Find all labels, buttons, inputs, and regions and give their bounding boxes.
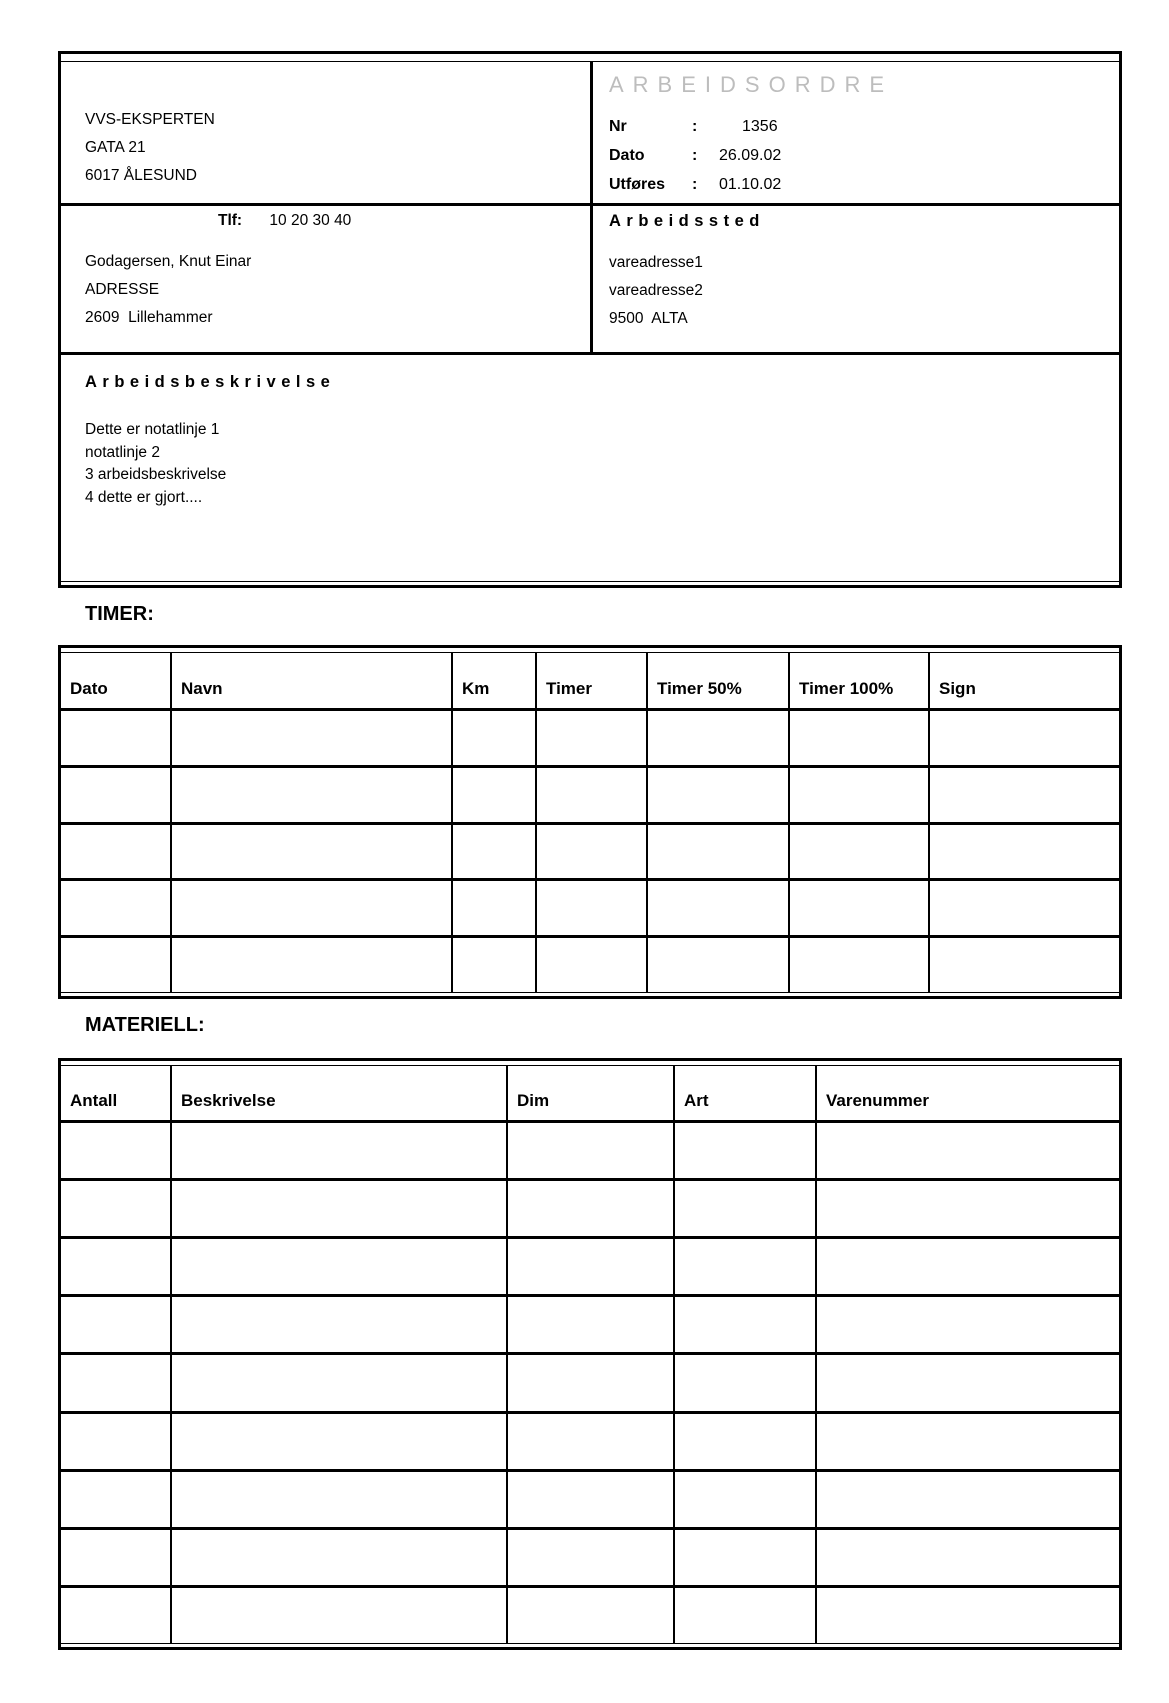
- table-cell: [61, 938, 172, 992]
- table-cell: [172, 1239, 508, 1294]
- timer-table-header: [61, 653, 1119, 708]
- table-cell: [930, 768, 1119, 822]
- nr-colon: :: [692, 118, 698, 135]
- table-cell: [61, 881, 172, 935]
- table-cell: [675, 1297, 817, 1352]
- table-cell: [172, 1355, 508, 1410]
- customer-address: ADRESSE: [85, 281, 160, 298]
- phone-label: Tlf:: [218, 212, 243, 229]
- table-cell: [508, 1472, 675, 1527]
- table-cell: [790, 711, 930, 765]
- table-cell: [172, 1530, 508, 1585]
- worksite-line3: 9500 ALTA: [609, 310, 688, 327]
- table-cell: [508, 1530, 675, 1585]
- table-cell: [817, 1355, 1119, 1410]
- worksite-address-lines: [609, 249, 1119, 333]
- materiell-col-header-beskrivelse: Beskrivelse: [172, 1066, 508, 1120]
- table-cell: [675, 1588, 817, 1643]
- utfores-value: 01.10.02: [719, 176, 782, 193]
- table-row: [61, 1469, 1119, 1527]
- table-cell: [508, 1239, 675, 1294]
- materiell-table: [58, 1058, 1122, 1650]
- order-utfores-row: [609, 170, 1119, 199]
- table-cell: [790, 938, 930, 992]
- dato-label: Dato: [609, 147, 645, 164]
- table-row: [61, 935, 1119, 992]
- work-description-block: [61, 355, 1119, 581]
- timer-table: [58, 645, 1122, 999]
- order-info-block: [593, 62, 1119, 203]
- table-cell: [61, 1297, 172, 1352]
- table-cell: [648, 938, 790, 992]
- timer-table-body: [61, 708, 1119, 992]
- order-dato-row: [609, 141, 1119, 170]
- nr-value: 1356: [742, 118, 778, 135]
- table-cell: [172, 938, 453, 992]
- table-cell: [172, 1588, 508, 1643]
- table-cell: [790, 881, 930, 935]
- table-cell: [172, 1472, 508, 1527]
- table-cell: [172, 1414, 508, 1469]
- table-cell: [61, 1355, 172, 1410]
- phone-line: [61, 208, 590, 234]
- table-cell: [172, 825, 453, 879]
- table-cell: [648, 711, 790, 765]
- materiell-col-header-varenummer: Varenummer: [826, 1091, 929, 1110]
- customer-postal-city: 2609 Lillehammer: [85, 309, 213, 326]
- table-row: [61, 1236, 1119, 1294]
- header-row-top: [61, 62, 1119, 206]
- nr-label: Nr: [609, 118, 627, 135]
- table-cell: [61, 1239, 172, 1294]
- table-cell: [675, 1530, 817, 1585]
- table-cell: [453, 711, 537, 765]
- table-row: [61, 765, 1119, 822]
- table-cell: [817, 1181, 1119, 1236]
- materiell-col-header-dim: Dim: [508, 1066, 675, 1120]
- timer-col-header-navn: Navn: [172, 653, 453, 708]
- dato-value: 26.09.02: [719, 147, 782, 164]
- table-cell: [508, 1297, 675, 1352]
- materiell-col-header-antall: Antall: [61, 1066, 172, 1120]
- table-cell: [930, 825, 1119, 879]
- table-cell: [817, 1239, 1119, 1294]
- timer-col-header-timer50: Timer 50%: [648, 653, 790, 708]
- order-title: ARBEIDSORDRE: [609, 72, 894, 97]
- table-cell: [172, 881, 453, 935]
- table-cell: [648, 825, 790, 879]
- timer-col-header-dato: Dato: [61, 653, 172, 708]
- table-cell: [172, 1123, 508, 1178]
- table-row: [61, 1527, 1119, 1585]
- table-cell: [817, 1472, 1119, 1527]
- materiell-table-body: [61, 1120, 1119, 1643]
- table-cell: [817, 1530, 1119, 1585]
- table-cell: [508, 1414, 675, 1469]
- description-line: Dette er notatlinje 1: [85, 421, 220, 438]
- table-cell: [537, 938, 648, 992]
- dato-colon: :: [692, 147, 698, 164]
- materiell-table-header: [61, 1066, 1119, 1120]
- customer-name: Godagersen, Knut Einar: [85, 253, 252, 270]
- table-cell: [817, 1123, 1119, 1178]
- table-cell: [675, 1181, 817, 1236]
- timer-table-inner: [61, 652, 1119, 993]
- table-cell: [508, 1355, 675, 1410]
- company-address-block: [61, 62, 593, 203]
- table-cell: [648, 768, 790, 822]
- description-line: 4 dette er gjort....: [85, 488, 203, 506]
- table-cell: [453, 768, 537, 822]
- order-nr-row: [609, 112, 1119, 141]
- company-street: GATA 21: [85, 139, 146, 156]
- table-row: [61, 1294, 1119, 1352]
- utfores-label: Utføres: [609, 176, 666, 193]
- worksite-block: [593, 206, 1119, 352]
- table-cell: [61, 1123, 172, 1178]
- table-cell: [508, 1181, 675, 1236]
- table-cell: [172, 768, 453, 822]
- description-title: Arbeidsbeskrivelse: [85, 373, 336, 391]
- table-row: [61, 1352, 1119, 1410]
- table-row: [61, 708, 1119, 765]
- worksite-line1: vareadresse1: [609, 254, 703, 271]
- customer-block: [61, 206, 593, 352]
- materiell-table-inner: [61, 1065, 1119, 1644]
- customer-address-block: [61, 248, 590, 332]
- description-line: 3 arbeidsbeskrivelse: [85, 466, 227, 483]
- table-cell: [537, 825, 648, 879]
- materiell-section-heading: MATERIELL:: [85, 1014, 205, 1036]
- table-cell: [508, 1588, 675, 1643]
- table-cell: [61, 1181, 172, 1236]
- table-cell: [675, 1239, 817, 1294]
- table-row: [61, 1585, 1119, 1643]
- table-cell: [675, 1355, 817, 1410]
- description-line: notatlinje 2: [85, 443, 160, 461]
- timer-section-heading: TIMER:: [85, 603, 154, 625]
- table-cell: [790, 768, 930, 822]
- table-cell: [930, 881, 1119, 935]
- table-cell: [537, 711, 648, 765]
- table-cell: [675, 1414, 817, 1469]
- table-cell: [453, 881, 537, 935]
- table-cell: [61, 1414, 172, 1469]
- table-cell: [453, 938, 537, 992]
- timer-col-header-sign: Sign: [939, 679, 976, 698]
- table-cell: [675, 1472, 817, 1527]
- worksite-title: Arbeidssted: [609, 212, 765, 230]
- table-cell: [508, 1123, 675, 1178]
- description-lines: [85, 419, 1119, 509]
- table-cell: [817, 1414, 1119, 1469]
- table-cell: [930, 711, 1119, 765]
- timer-col-header-timer100: Timer 100%: [790, 653, 930, 708]
- timer-col-header-timer: Timer: [537, 653, 648, 708]
- table-cell: [172, 711, 453, 765]
- timer-col-header-km: Km: [453, 653, 537, 708]
- table-cell: [537, 881, 648, 935]
- table-cell: [61, 1588, 172, 1643]
- table-row: [61, 878, 1119, 935]
- table-cell: [675, 1123, 817, 1178]
- table-cell: [172, 1181, 508, 1236]
- table-cell: [61, 1472, 172, 1527]
- company-name: VVS-EKSPERTEN: [85, 111, 215, 128]
- order-header-inner: [61, 61, 1119, 582]
- table-cell: [61, 711, 172, 765]
- order-header-box: [58, 51, 1122, 588]
- table-row: [61, 822, 1119, 879]
- table-cell: [453, 825, 537, 879]
- table-cell: [172, 1297, 508, 1352]
- table-cell: [648, 881, 790, 935]
- table-cell: [790, 825, 930, 879]
- utfores-colon: :: [692, 176, 698, 193]
- company-postal-city: 6017 ÅLESUND: [85, 167, 198, 184]
- table-cell: [817, 1297, 1119, 1352]
- table-cell: [817, 1588, 1119, 1643]
- table-cell: [61, 768, 172, 822]
- worksite-line2: vareadresse2: [609, 282, 703, 299]
- table-cell: [61, 1530, 172, 1585]
- table-row: [61, 1120, 1119, 1178]
- table-row: [61, 1178, 1119, 1236]
- table-cell: [930, 938, 1119, 992]
- table-cell: [537, 768, 648, 822]
- phone-value: 10 20 30 40: [269, 212, 352, 229]
- header-row-mid: [61, 206, 1119, 355]
- table-row: [61, 1411, 1119, 1469]
- table-cell: [61, 825, 172, 879]
- materiell-col-header-art: Art: [675, 1066, 817, 1120]
